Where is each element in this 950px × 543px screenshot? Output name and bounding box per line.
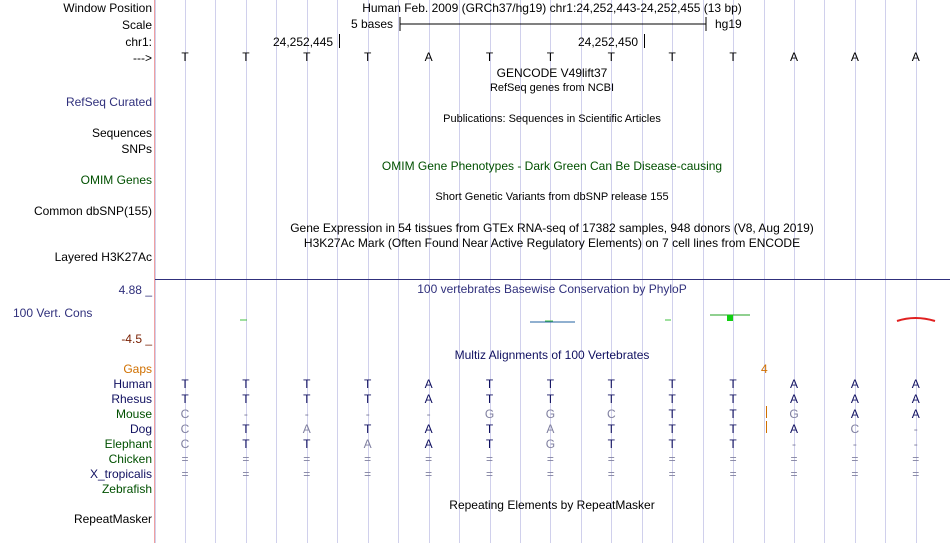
alignment-base: = xyxy=(729,452,737,466)
alignment-base: = xyxy=(364,467,372,481)
gap-count: 4 xyxy=(761,362,768,376)
grid-line xyxy=(642,0,643,543)
omim-label[interactable]: OMIM Genes xyxy=(80,173,152,187)
alignment-base: C xyxy=(180,422,190,436)
alignment-base: T xyxy=(485,437,494,451)
track-separator xyxy=(155,279,950,280)
coord-1: 24,252,445 xyxy=(273,35,334,49)
alignment-base: T xyxy=(485,377,494,391)
species-label: Mouse xyxy=(115,407,152,421)
alignment-base: A xyxy=(363,437,372,451)
alignment-base: G xyxy=(545,407,556,421)
alignment-base: A xyxy=(911,377,920,391)
alignment-base: = xyxy=(242,467,250,481)
grid-line xyxy=(398,0,399,543)
alignment-base: T xyxy=(668,392,676,406)
alignment-base: = xyxy=(668,467,676,481)
alignment-base: = xyxy=(607,467,615,481)
alignment-base: T xyxy=(303,392,311,406)
species-label: Rhesus xyxy=(111,392,152,406)
alignment-base: A xyxy=(850,377,859,391)
alignment-base: T xyxy=(303,437,311,451)
phylop-plot xyxy=(155,305,950,329)
alignment-base: = xyxy=(485,467,493,481)
pubs-track-title: Publications: Sequences in Scientific Articles xyxy=(443,113,661,125)
alignment-base: C xyxy=(180,407,190,421)
alignment-base: = xyxy=(729,467,737,481)
alignment-base: T xyxy=(485,392,494,406)
alignment-base: A xyxy=(850,392,859,406)
base-letter: T xyxy=(242,50,250,64)
alignment-base: G xyxy=(789,407,799,421)
grid-line xyxy=(459,0,460,543)
dbsnp-label[interactable]: Common dbSNP(155) xyxy=(33,204,152,218)
base-letter: T xyxy=(729,50,737,64)
coord-2: 24,252,450 xyxy=(578,35,639,49)
alignment-base: T xyxy=(546,392,555,406)
alignment-base: T xyxy=(303,377,311,391)
alignment-base: T xyxy=(668,377,676,391)
scale-label: Scale xyxy=(121,18,152,32)
alignment-base: T xyxy=(729,392,737,406)
base-letter: T xyxy=(546,50,555,64)
alignment-base: T xyxy=(668,407,676,421)
alignment-base: T xyxy=(364,422,372,436)
alignment-base: - xyxy=(913,422,918,436)
alignment-base: = xyxy=(485,452,493,466)
alignment-base: C xyxy=(606,407,616,421)
alignment-base: T xyxy=(242,422,250,436)
alignment-base: = xyxy=(364,452,372,466)
grid-line xyxy=(764,0,765,543)
window-position-label: Window Position xyxy=(63,1,152,15)
alignment-base: = xyxy=(181,452,189,466)
alignment-base: - xyxy=(792,437,796,451)
alignment-base: = xyxy=(668,452,676,466)
alignment-base: T xyxy=(729,422,737,436)
grid-line xyxy=(276,0,277,543)
alignment-base: - xyxy=(852,437,857,451)
phylop-track-title: 100 vertebrates Basewise Conservation by PhyloP xyxy=(417,282,687,296)
grid-line xyxy=(337,0,338,543)
alignment-base: G xyxy=(484,407,495,421)
alignment-base: = xyxy=(912,452,920,466)
alignment-base: T xyxy=(181,392,189,406)
rmsk-label[interactable]: RepeatMasker xyxy=(73,512,152,526)
base-letter: A xyxy=(789,50,798,64)
alignment-base: T xyxy=(668,437,676,451)
alignment-base: = xyxy=(790,452,798,466)
grid-line xyxy=(215,0,216,543)
dog-gap-mark xyxy=(766,421,767,433)
alignment-base: T xyxy=(729,377,737,391)
alignment-base: T xyxy=(242,377,250,391)
grid-line xyxy=(824,0,825,543)
coord-1-tick xyxy=(339,34,340,48)
alignment-base: A xyxy=(424,392,433,406)
alignment-base: A xyxy=(789,377,798,391)
alignment-base: T xyxy=(607,392,615,406)
window-position-value: Human Feb. 2009 (GRCh37/hg19) chr1:24,252,443-24,252,455 (13 bp) xyxy=(362,1,742,15)
alignment-base: = xyxy=(851,452,859,466)
phylop-label[interactable]: 100 Vert. Cons xyxy=(13,306,93,320)
alignment-base: T xyxy=(242,392,250,406)
label-divider xyxy=(154,0,155,543)
alignment-base: A xyxy=(789,392,798,406)
base-letter: T xyxy=(607,50,615,64)
alignment-base: A xyxy=(911,392,920,406)
h3k27-label[interactable]: Layered H3K27Ac xyxy=(54,250,152,264)
phylop-max-label: 4.88 _ xyxy=(118,283,152,297)
alignment-base: A xyxy=(546,422,555,436)
alignment-base: T xyxy=(485,422,494,436)
alignment-base: = xyxy=(303,452,311,466)
alignment-base: A xyxy=(424,377,433,391)
alignment-base: = xyxy=(303,467,311,481)
alignment-base: T xyxy=(181,377,189,391)
alignment-base: C xyxy=(180,437,190,451)
alignment-base: = xyxy=(425,452,433,466)
alignment-base: - xyxy=(913,437,918,451)
alignment-base: A xyxy=(424,422,433,436)
alignment-base: = xyxy=(425,467,433,481)
alignment-base: A xyxy=(789,422,798,436)
base-letter: T xyxy=(485,50,494,64)
alignment-base: = xyxy=(546,467,554,481)
gencode-track-title[interactable]: GENCODE V49lift37 xyxy=(496,66,608,80)
base-letter: A xyxy=(911,50,920,64)
strand-label: ---> xyxy=(133,51,152,65)
alignment-base: C xyxy=(850,422,860,436)
alignment-base: T xyxy=(364,377,372,391)
grid-line xyxy=(885,0,886,543)
multiz-track-title: Multiz Alignments of 100 Vertebrates xyxy=(454,348,650,362)
scale-bar xyxy=(398,15,710,33)
sequences-label[interactable]: Sequences xyxy=(91,126,152,140)
alignment-base: G xyxy=(545,437,556,451)
snps-label[interactable]: SNPs xyxy=(121,142,152,156)
rmsk-track-title: Repeating Elements by RepeatMasker xyxy=(449,498,655,512)
base-letter: T xyxy=(181,50,189,64)
alignment-base: T xyxy=(607,437,615,451)
alignment-base: - xyxy=(243,407,248,421)
base-letter: T xyxy=(668,50,676,64)
alignment-base: A xyxy=(302,422,311,436)
coord-2-tick xyxy=(644,34,645,48)
alignment-base: - xyxy=(426,407,431,421)
alignment-base: T xyxy=(607,422,615,436)
alignment-base: T xyxy=(242,437,250,451)
refseq-label[interactable]: RefSeq Curated xyxy=(65,95,152,109)
alignment-base: - xyxy=(365,407,370,421)
alignment-base: T xyxy=(729,407,737,421)
species-label: Human xyxy=(113,377,152,391)
alignment-base: T xyxy=(364,392,372,406)
species-label: Elephant xyxy=(104,437,152,451)
phylop-min-label: -4.5 _ xyxy=(121,332,152,346)
grid-line xyxy=(703,0,704,543)
refseq-track-subtitle: RefSeq genes from NCBI xyxy=(489,82,615,94)
alignment-base: = xyxy=(790,467,798,481)
alignment-base: A xyxy=(911,407,920,421)
species-label: X_tropicalis xyxy=(89,467,152,481)
species-label: Zebrafish xyxy=(101,482,152,496)
alignment-base: T xyxy=(668,422,676,436)
h3k27-track-title: H3K27Ac Mark (Often Found Near Active Regulatory Elements) on 7 cell lines from ENCODE xyxy=(303,236,801,250)
alignment-base: = xyxy=(607,452,615,466)
base-letter: A xyxy=(850,50,859,64)
chrom-label: chr1: xyxy=(125,35,152,49)
alignment-base: - xyxy=(304,407,309,421)
alignment-base: A xyxy=(850,407,859,421)
alignment-base: T xyxy=(607,377,615,391)
mouse-gap-mark xyxy=(766,406,767,418)
scale-text: 5 bases xyxy=(351,17,394,31)
alignment-base: T xyxy=(729,437,737,451)
gaps-label: Gaps xyxy=(123,362,152,376)
alignment-base: = xyxy=(181,467,189,481)
species-label: Chicken xyxy=(108,452,152,466)
base-letter: T xyxy=(364,50,372,64)
alignment-base: = xyxy=(242,452,250,466)
base-letter: A xyxy=(424,50,433,64)
alignment-base: = xyxy=(851,467,859,481)
alignment-base: = xyxy=(912,467,920,481)
alignment-base: A xyxy=(424,437,433,451)
omim-track-title: OMIM Gene Phenotypes - Dark Green Can Be Disease-causing xyxy=(381,159,723,173)
gtex-track-title: Gene Expression in 54 tissues from GTEx RNA-seq of 17382 samples, 948 donors (V8, Aug 2019) xyxy=(290,221,814,235)
alignment-base: = xyxy=(546,452,554,466)
alignment-base: T xyxy=(546,377,555,391)
species-label: Dog xyxy=(129,422,152,436)
assembly-label: hg19 xyxy=(715,17,742,31)
base-letter: T xyxy=(303,50,311,64)
dbsnp-track-title: Short Genetic Variants from dbSNP release 155 xyxy=(435,191,669,203)
grid-line xyxy=(155,0,156,543)
